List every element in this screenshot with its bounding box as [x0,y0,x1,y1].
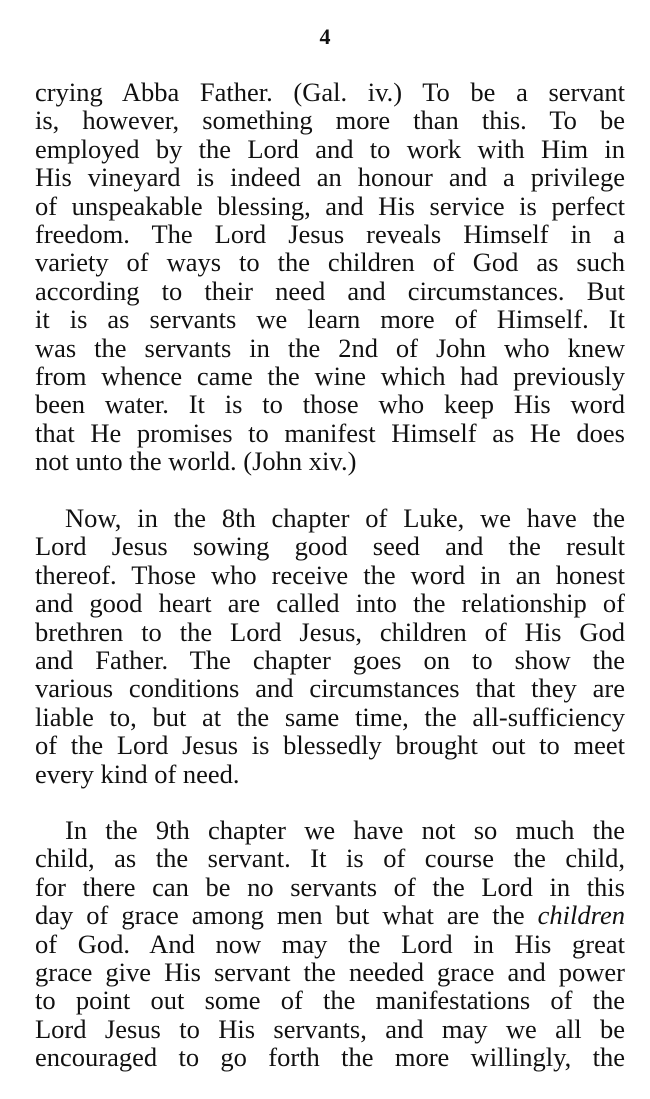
text-line: child, as the servant. It is of course the child, [35,843,625,874]
text-line: Lord Jesus sowing good seed and the result [35,531,625,562]
italic-word: children [537,900,626,931]
text-line: Lord Jesus to His servants, and may we all be [35,1013,625,1044]
page-number: 4 [319,24,331,49]
text-line: that He promises to manifest Himself as He does [35,417,625,448]
text-line: not unto the world. (John xiv.) [35,446,357,477]
text-line: was the servants in the 2nd of John who knew [35,332,625,363]
text-line: it is as servants we learn more of Himself. It [35,304,625,335]
paragraph-2 [35,504,625,788]
text-line: thereof. Those who receive the word in an honest [35,559,625,590]
text-line: from whence came the wine which had previously [35,360,625,391]
text-line: according to their need and circumstances. But [35,275,625,306]
text-line: been water. It is to those who keep His word [35,389,625,420]
text-line: In the 9th chapter we have not so much the [65,815,625,845]
text-line: crying Abba Father. (Gal. iv.) To be a servant [35,77,625,107]
text-line: His vineyard is indeed an honour and a privilege [35,162,625,193]
text-line: to point out some of the manifestations of the [35,985,625,1016]
text-line: every kind of need. [35,758,240,789]
paragraph-1 [35,78,625,475]
text-segment: day of grace among men but what are the [35,900,525,931]
text-line: liable to, but at the same time, the all-sufficiency [35,701,625,732]
text-line: of God. And now may the Lord in His great [35,928,625,959]
text-line: and good heart are called into the relationship of [35,588,625,619]
text-line: of the Lord Jesus is blessedly brought out to meet [35,730,625,761]
text-line: freedom. The Lord Jesus reveals Himself in a [35,218,625,249]
text-line: employed by the Lord and to work with Him in [35,133,625,164]
text-line: various conditions and circumstances that they are [35,673,625,704]
text-line: of unspeakable blessing, and His service is perfect [35,190,625,221]
text-line: Now, in the 8th chapter of Luke, we have the [65,503,625,533]
text-line: for there can be no servants of the Lord in this [35,871,625,902]
paragraph-3 [35,816,625,1072]
text-line: brethren to the Lord Jesus, children of His God [35,616,625,647]
text-line: grace give His servant the needed grace and power [35,956,625,987]
text-line [35,901,625,929]
text-line: is, however, something more than this. To be [35,105,625,136]
text-line: variety of ways to the children of God as such [35,247,625,278]
text-line: encouraged to go forth the more willingly, the [35,1042,625,1073]
text-line: and Father. The chapter goes on to show the [35,644,625,675]
